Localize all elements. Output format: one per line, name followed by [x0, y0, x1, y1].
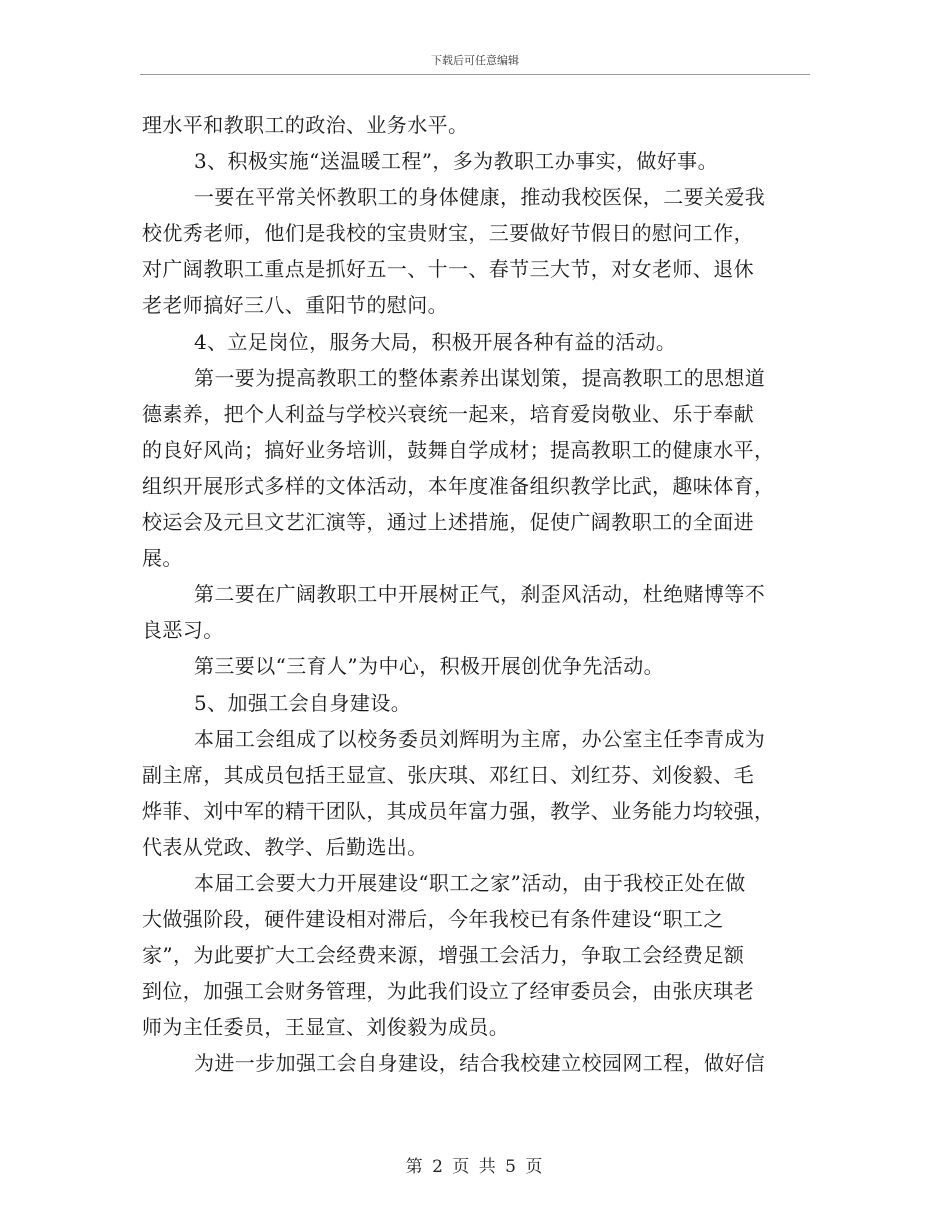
document-body — [142, 107, 808, 1082]
page-header: 下载后可任意编辑 — [431, 54, 519, 67]
text-line: 代表从党政、教学、后勤选出。 — [142, 834, 428, 859]
text-line: 5、加强工会自身建设。 — [194, 690, 412, 715]
text-line: 本届工会要大力开展建设“职工之家”活动，由于我校正处在做 — [194, 870, 746, 895]
text-line: 老老师搞好三八、重阳节的慰问。 — [142, 293, 448, 318]
text-line: 理水平和教职工的政治、业务水平。 — [142, 113, 469, 137]
text-line: 展。 — [142, 546, 183, 571]
text-line: 师为主任委员，王显宣、刘俊毅为成员。 — [142, 1015, 510, 1040]
text-line: 第二要在广阔教职工中开展树正气，刹歪风活动，杜绝赌博等不 — [194, 582, 766, 607]
text-line: 第一要为提高教职工的整体素养出谋划策，提高教职工的思想道 — [194, 365, 766, 390]
text-line: 一要在平常关怀教职工的身体健康，推动我校医保，二要关爱我 — [194, 185, 766, 210]
text-line: 良恶习。 — [142, 618, 224, 643]
text-line: 4、立足岗位，服务大局，积极开展各种有益的活动。 — [194, 329, 677, 354]
text-line: 对广阔教职工重点是抓好五一、十一、春节三大节，对女老师、退休 — [142, 257, 754, 282]
text-line: 3、积极实施“送温暖工程”，多为教职工办事实，做好事。 — [194, 149, 718, 174]
text-line: 烨菲、刘中军的精干团队，其成员年富力强，教学、业务能力均较强， — [142, 798, 775, 823]
text-line: 校运会及元旦文艺汇演等，通过上述措施，促使广阔教职工的全面进 — [142, 510, 754, 535]
text-line: 到位，加强工会财务管理，为此我们设立了经审委员会，由张庆琪老 — [142, 979, 754, 1004]
text-line: 校优秀老师，他们是我校的宝贵财宝，三要做好节假日的慰问工作， — [142, 221, 754, 246]
header-divider — [140, 74, 810, 75]
text-line: 组织开展形式多样的文体活动，本年度准备组织教学比武，趣味体育， — [142, 473, 775, 498]
text-line: 为进一步加强工会自身建设，结合我校建立校园网工程，做好信 — [194, 1051, 766, 1076]
text-line: 第三要以“三育人”为中心，积极开展创优争先活动。 — [194, 654, 665, 679]
text-line: 本届工会组成了以校务委员刘辉明为主席，办公室主任李青成为 — [194, 726, 766, 751]
page-footer: 第 2 页 共 5 页 — [405, 1157, 545, 1177]
text-line: 德素养，把个人利益与学校兴衰统一起来，培育爱岗敬业、乐于奉献 — [142, 401, 754, 426]
text-line: 副主席，其成员包括王显宣、张庆琪、邓红日、刘红芬、刘俊毅、毛 — [142, 762, 754, 787]
text-line: 大做强阶段，硬件建设相对滞后，今年我校已有条件建设“职工之 — [142, 907, 724, 932]
text-line: 家”，为此要扩大工会经费来源，增强工会活力，争取工会经费足额 — [142, 943, 745, 968]
text-line: 的良好风尚；搞好业务培训，鼓舞自学成材；提高教职工的健康水平， — [142, 437, 775, 462]
